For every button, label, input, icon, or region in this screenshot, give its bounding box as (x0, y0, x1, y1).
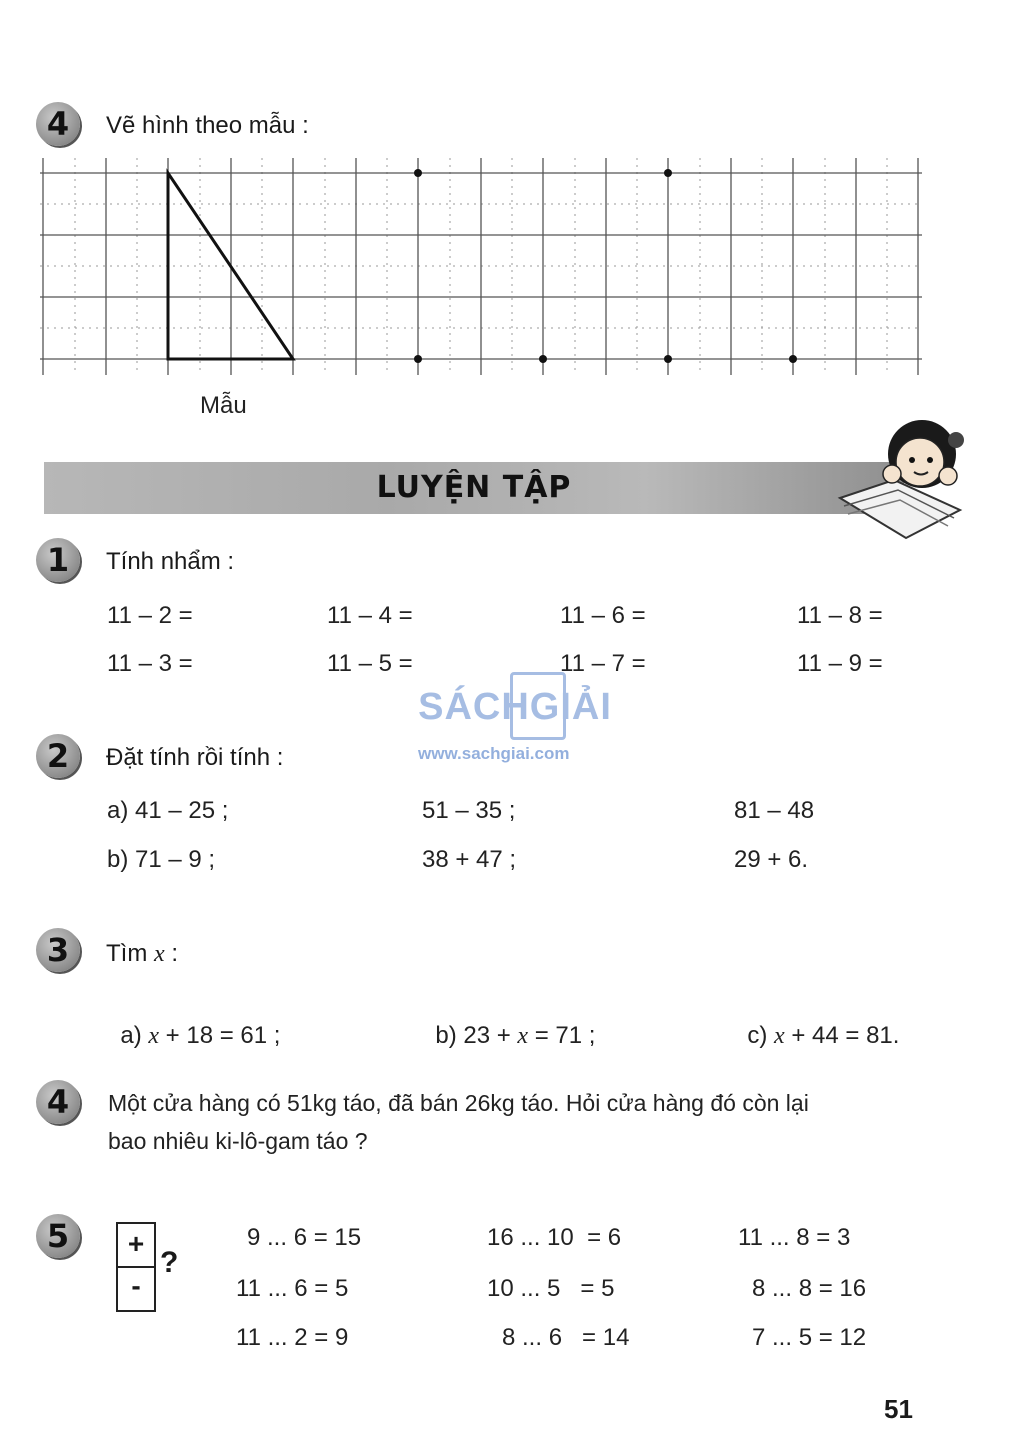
ex1-r2-c4: 11 – 9 = (797, 650, 883, 677)
exercise-4-top-title: Vẽ hình theo mẫu : (106, 112, 309, 139)
ex3-a-pre: a) (120, 1022, 149, 1049)
ex1-r2-c1: 11 – 3 = (107, 650, 193, 677)
ex3-title-var: x (154, 941, 165, 967)
ex1-r1-c1: 11 – 2 = (107, 602, 193, 629)
exercise-3-title (106, 940, 178, 968)
ex3-a (107, 994, 280, 1050)
exercise-5-badge: 5 (36, 1214, 80, 1258)
drawing-grid (40, 150, 926, 380)
ex1-r2-c2: 11 – 5 = (327, 650, 413, 677)
plus-sign: + (127, 1228, 145, 1259)
ex2-b-2: 38 + 47 ; (422, 846, 517, 873)
operator-divider (118, 1266, 154, 1268)
ex5-c1-r3: 11 ... 2 = 9 (236, 1324, 349, 1351)
ex1-r2-c3: 11 – 7 = (560, 650, 646, 677)
ex3-title-prefix: Tìm (106, 940, 154, 967)
ex1-r1-c2: 11 – 4 = (327, 602, 413, 629)
ex3-b (422, 994, 595, 1050)
ex5-c2-r1: 16 ... 10 = 6 (487, 1224, 622, 1251)
ex3-b-post: = 71 ; (528, 1022, 596, 1049)
ex1-r1-c4: 11 – 8 = (797, 602, 883, 629)
ex2-b-1: b) 71 – 9 ; (107, 846, 216, 873)
ex3-title-suffix: : (164, 940, 178, 967)
ex4-line-2: bao nhiêu ki-lô-gam táo ? (108, 1128, 368, 1154)
watermark-url: www.sachgiai.com (418, 744, 570, 763)
question-mark: ? (160, 1246, 179, 1279)
ex3-c-pre: c) (747, 1022, 775, 1049)
ex2-a-3: 81 – 48 (734, 797, 815, 824)
ex3-c-post: + 44 = 81. (784, 1022, 900, 1049)
exercise-3-badge: 3 (36, 928, 80, 972)
banner-title: LUYỆN TẬP (376, 470, 572, 505)
exercise-1-badge: 1 (36, 538, 80, 582)
ex5-c3-r3: 7 ... 5 = 12 (752, 1324, 867, 1351)
watermark-logo (410, 670, 620, 740)
ex5-c2-r3: 8 ... 6 = 14 (502, 1324, 630, 1351)
ex3-a-var: x (148, 1023, 160, 1049)
ex4-line-1: Một cửa hàng có 51kg táo, đã bán 26kg táo. Hỏi cửa hàng đó còn lại (108, 1090, 809, 1116)
ex5-c1-r2: 11 ... 6 = 5 (236, 1275, 349, 1302)
ex5-c3-r1: 11 ... 8 = 3 (738, 1224, 851, 1251)
exercise-4-top-badge: 4 (36, 102, 80, 146)
ex3-b-var: x (517, 1023, 529, 1049)
ex3-a-post: + 18 = 61 ; (159, 1022, 281, 1049)
ex2-a-2: 51 – 35 ; (422, 797, 516, 824)
operator-box (116, 1222, 156, 1312)
exercise-2-badge: 2 (36, 734, 80, 778)
ex5-c3-r2: 8 ... 8 = 16 (752, 1275, 867, 1302)
watermark-brand: SÁCHGIẢI (418, 686, 612, 728)
ex3-b-pre: b) 23 + (435, 1022, 518, 1049)
exercise-4-badge: 4 (36, 1080, 80, 1124)
reading-child-icon (836, 414, 966, 550)
ex2-b-3: 29 + 6. (734, 846, 809, 873)
ex5-c2-r2: 10 ... 5 = 5 (487, 1275, 615, 1302)
exercise-1-title: Tính nhẩm : (106, 548, 235, 575)
ex1-r1-c3: 11 – 6 = (560, 602, 646, 629)
ex3-c (734, 994, 899, 1050)
ex5-c1-r1: 9 ... 6 = 15 (247, 1224, 362, 1251)
ex2-a-1: a) 41 – 25 ; (107, 797, 229, 824)
sample-label: Mẫu (200, 392, 247, 419)
section-banner (44, 462, 904, 514)
page-number: 51 (884, 1394, 913, 1424)
ex3-c-var: x (774, 1023, 785, 1049)
exercise-2-title: Đặt tính rồi tính : (106, 744, 284, 771)
watermark-frame (510, 672, 566, 740)
minus-sign: - (131, 1270, 141, 1301)
